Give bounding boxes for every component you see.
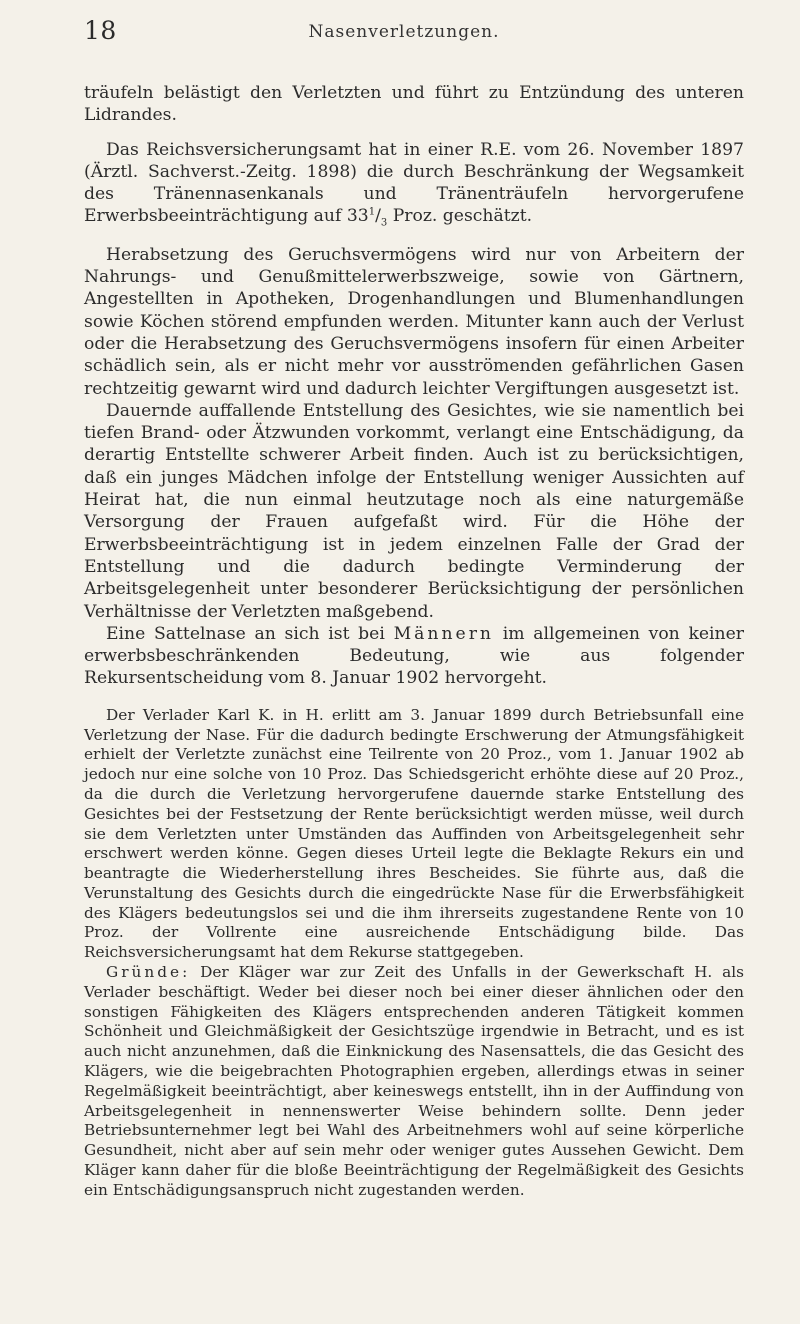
fraction-denominator: 3 xyxy=(380,217,388,229)
paragraph-5 xyxy=(84,623,744,690)
paragraph-6: Der Verlader Karl K. in H. erlitt am 3. Januar 1899 durch Betriebsunfall eine Verletzung der Nase. Für die dadurch bedingte Erschwerung der Atmungsfähigkeit erhielt der Verletzte zunächst eine Teilrente von 20 Proz., vom 1. Januar 1902 ab jedoch nur eine solche von 10 Proz. Das Schiedsgericht erhöhte diese auf 20 Proz., da die durch die Verletzung hervorgerufene dauernde starke Entstellung des Gesichtes bei der Festsetzung der Rente berücksichtigt werden müsse, weil durch sie dem Verletzten unter Umständen das Auffinden von Arbeitsgelegenheit sehr erschwert werden könne. Gegen dieses Urteil legte die Beklagte Rekurs ein und beantragte die Wiederherstellung ihres Bescheides. Sie führte aus, daß die Verunstaltung des Gesichts durch die eingedrückte Nase für die Erwerbsfähigkeit des Klägers bedeutungslos sei und die ihm ihrerseits zugestandene Rente von 10 Proz. der Vollrente eine ausreichende Entschädigung bilde. Das Reichsversicherungsamt hat dem Rekurse stattgegeben. xyxy=(84,705,744,962)
emphasis-gruende: Gründe: xyxy=(106,963,191,982)
paragraph-7 xyxy=(84,963,744,1201)
case-report xyxy=(84,706,744,1201)
emphasis-maennern: Männern xyxy=(393,623,495,644)
paragraph-3: Herabsetzung des Geruchsvermögens wird nur von Arbeitern der Nahrungs- und Genußmittelerwerbszweige, sowie von Gärtnern, Angestellten in Apotheken, Drogenhandlungen und Blumenhandlungen sowie Köchen störend empfunden werden. Mitunter kann auch der Verlust oder die Herabsetzung des Geruchsvermögens insofern für einen Arbeiter schädlich sein, als er nicht mehr vor ausströmenden gefährlichen Gasen rechtzeitig gewarnt wird und dadurch leichter Vergiftungen ausgesetzt ist. xyxy=(84,244,744,399)
fraction-numerator: 1 xyxy=(368,206,376,218)
paragraph-4: Dauernde auffallende Entstellung des Gesichtes, wie sie namentlich bei tiefen Brand- oder Ätzwunden vorkommt, verlangt eine Entschädigung, da derartig Entstellte schwerer Arbeit finden. Auch ist zu berücksichtigen, daß ein junges Mädchen infolge der Entstellung weniger Aussichten auf Heirat hat, die nun einmal heutzutage noch als eine naturgemäße Versorgung der Frauen aufgefaßt wird. Für die Höhe der Erwerbsbeeinträchtigung ist in jedem einzelnen Falle der Grad der Entstellung und die dadurch bedingte Verminderung der Arbeitsgelegenheit unter besonderer Berücksichtigung der persönlichen Verhältnisse der Verletzten maßgebend. xyxy=(84,400,744,622)
page-header xyxy=(84,16,724,46)
paragraph-2-text: Das Reichsversicherungsamt hat in einer R.E. vom 26. November 1897 (Ärztl. Sachverst.-Zeitg. 1898) die durch Beschränkung der Wegsamkeit des Tränennasenkanals und Tränenträufeln hervorgerufene Erwerbsbeeinträchtigung auf 33 xyxy=(84,139,744,227)
paragraph-1: träufeln belästigt den Verletzten und führt zu Entzündung des unteren Lidrandes. xyxy=(84,83,744,126)
paragraph-5-end: im allgemeinen von keiner erwerbsbeschränkenden Bedeutung, wie aus folgender Rekursentscheidung vom 8. Januar 1902 hervorgeht. xyxy=(84,623,744,689)
paragraph-7-text: Der Kläger war zur Zeit des Unfalls in der Gewerkschaft H. als Verlader beschäftigt. Weder bei dieser noch bei einer dieser ähnlichen oder den sonstigen Fähigkeiten des Klägers entsprechenden anderen Tätigkeit kommen Schönheit und Gleichmäßigkeit der Gesichtszüge irgendwie in Betracht, und es ist auch nicht anzunehmen, daß die Einknickung des Nasensattels, die das Gesicht des Klägers, wie die beigebrachten Photographien ergeben, allerdings etwas in seiner Regelmäßigkeit beeinträchtigt, aber keineswegs entstellt, ihn in der Auffindung von Arbeitsgelegenheit in nennenswerter Weise behindern sollte. Denn jeder Betriebsunternehmer legt bei Wahl des Arbeitnehmers wohl auf seine körperliche Gesundheit, nicht aber auf sein mehr oder weniger gutes Aussehen Gewicht. Dem Kläger kann daher für die bloße Beeinträchtigung der Regelmäßigkeit des Gesichts ein Entschädigungsanspruch nicht zugestanden werden. xyxy=(84,963,744,1199)
paragraph-5-text: Eine Sattelnase an sich ist bei xyxy=(106,623,394,644)
paragraph-2-end: Proz. geschätzt. xyxy=(387,206,533,227)
page-body xyxy=(84,82,744,1201)
running-title: Nasenverletzungen. xyxy=(308,22,500,42)
page-number: 18 xyxy=(84,16,117,45)
main-text xyxy=(84,82,744,690)
paragraph-2: Das Reichsversicherungsamt hat in einer R.E. vom 26. November 1897 (Ärztl. Sachverst.-Zeitg. 1898) die durch Beschränkung der Wegsamkeit des Tränennasenkanals und Tränenträufeln hervorgerufene Erwerbsbeeinträchtigung auf $33^1/_3$ Proz. geschätzt. xyxy=(84,139,744,229)
